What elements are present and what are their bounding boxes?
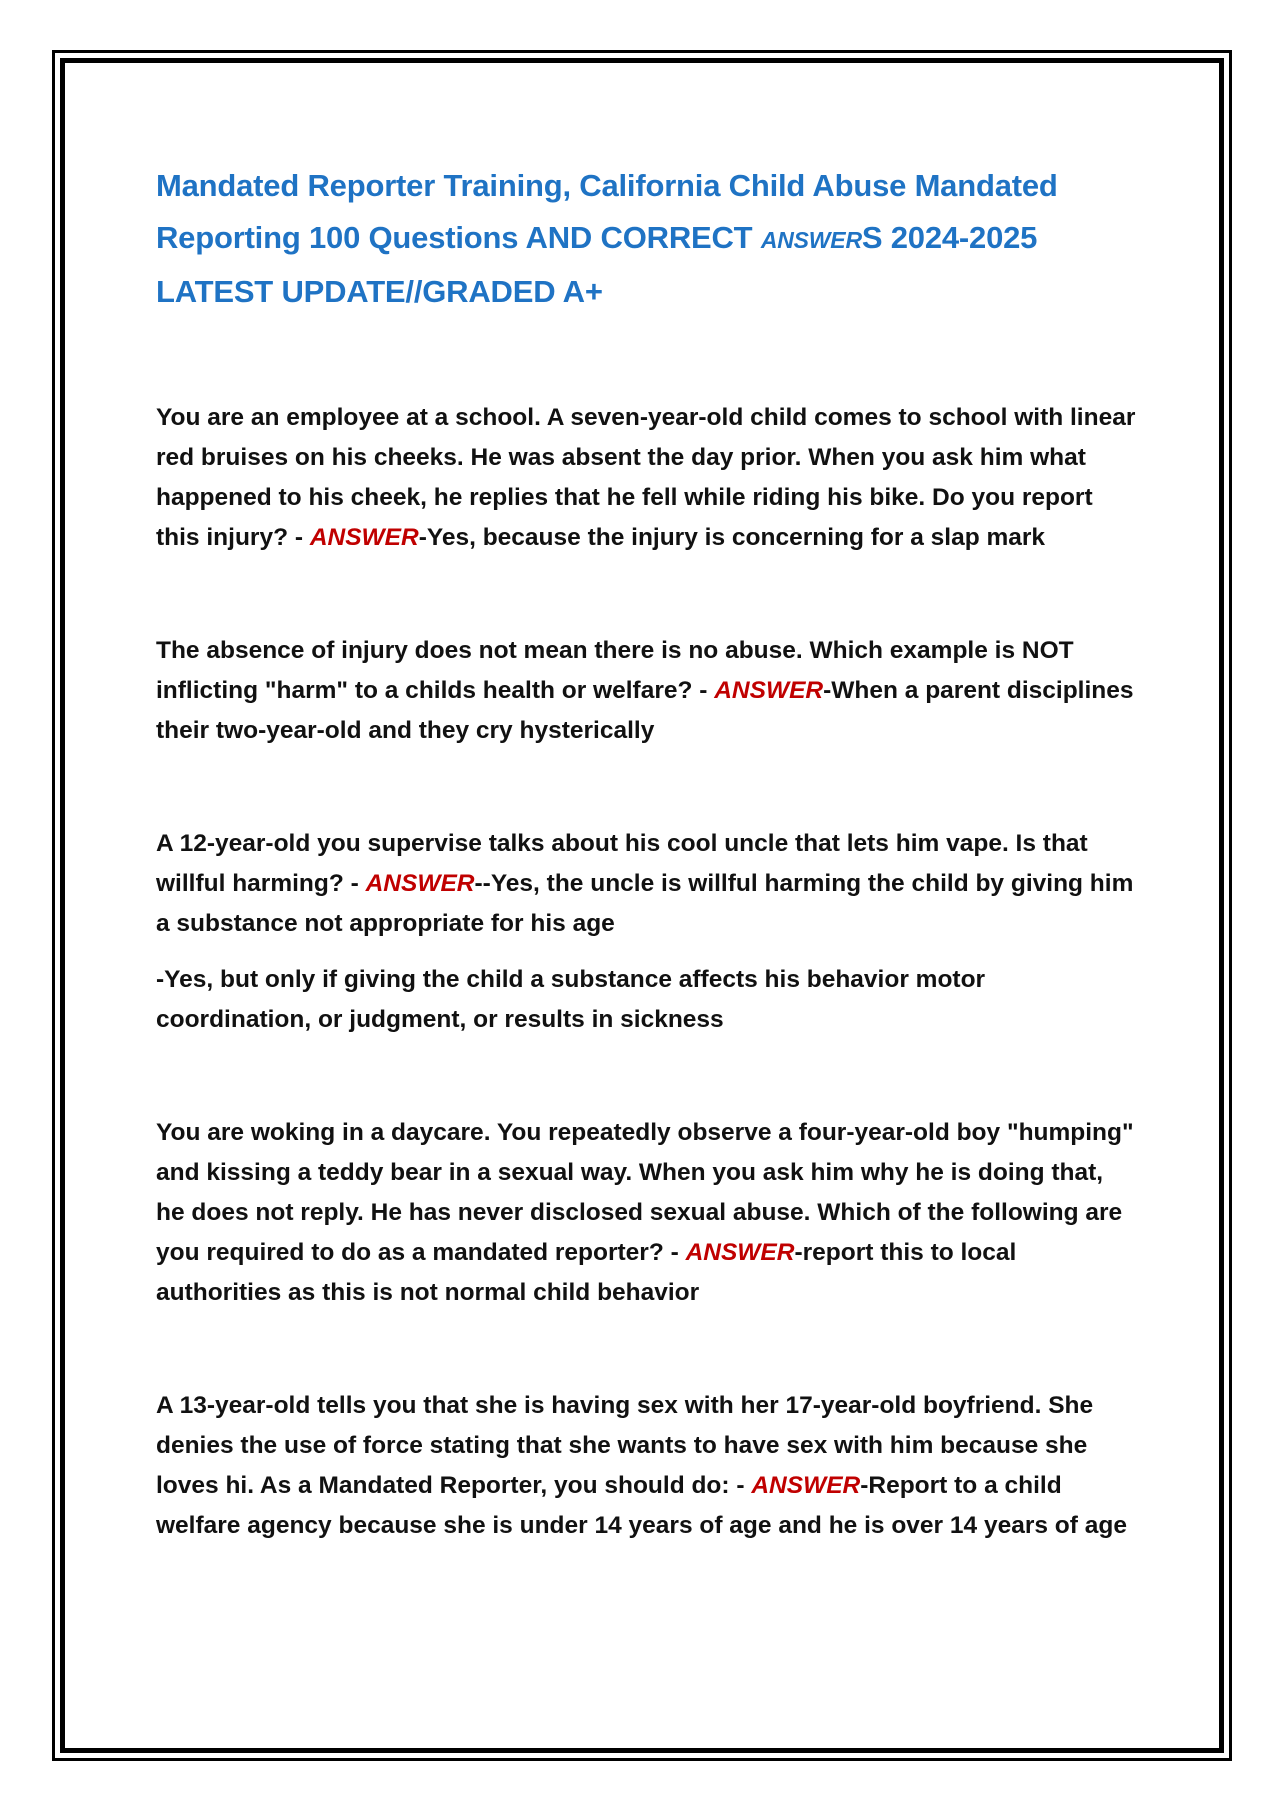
qa-item	[156, 824, 1136, 1040]
answer-label: ANSWER	[309, 524, 419, 551]
question-text: You are an employee at a school. A seven-year-old child comes to school with linear red bruises on his cheeks. He was absent the day prior. When you ask him what happened to his cheek, he replies that he fell while riding his bike. Do you report this injury? -	[156, 404, 1136, 551]
question-text: The absence of injury does not mean there is no abuse. Which example is NOT inflicting "harm" to a childs health or welfare? -	[156, 637, 1074, 704]
answer-label: ANSWER	[685, 1239, 795, 1266]
answer-text: -When a parent disciplines their two-year-old and they cry hysterically	[156, 677, 1134, 744]
document-content	[156, 160, 1136, 1546]
answer-label: ANSWER	[714, 677, 824, 704]
question-text: A 12-year-old you supervise talks about his cool uncle that lets him vape. Is that willful harming? -	[156, 830, 1088, 897]
title-answer-word: ANSWER	[760, 227, 862, 253]
qa-paragraph	[156, 824, 1136, 944]
answer-text: -Report to a child welfare agency because she is under 14 years of age and he is over 14 years of age	[156, 1472, 1127, 1539]
answer-followup: -Yes, but only if giving the child a substance affects his behavior motor coordination, or judgment, or results in sickness	[156, 966, 986, 1033]
question-text: A 13-year-old tells you that she is having sex with her 17-year-old boyfriend. She denies the use of force stating that she wants to have sex with him because she loves hi. As a Mandated Reporter, you should do: -	[156, 1392, 1094, 1499]
title-text-end: S 2024-2025 LATEST UPDATE//GRADED A+	[156, 220, 1038, 309]
qa-paragraph	[156, 1386, 1136, 1546]
qa-item	[156, 631, 1136, 751]
qa-paragraph	[156, 1113, 1136, 1313]
qa-paragraph	[156, 398, 1136, 558]
answer-text: -report this to local authorities as this is not normal child behavior	[156, 1239, 1017, 1306]
qa-item	[156, 1386, 1136, 1546]
answer-text: -Yes, because the injury is concerning for a slap mark	[418, 524, 1046, 551]
qa-item	[156, 398, 1136, 558]
answer-text: --Yes, the uncle is willful harming the child by giving him a substance not appropriate for his age	[156, 870, 1134, 937]
question-text: You are woking in a daycare. You repeatedly observe a four-year-old boy "humping" and kissing a teddy bear in a sexual way. When you ask him why he is doing that, he does not reply. He has never disclosed sexual abuse. Which of the following are you required to do as a mandated reporter? -	[156, 1119, 1134, 1266]
answer-label: ANSWER	[365, 870, 475, 897]
qa-paragraph	[156, 631, 1136, 751]
answer-label: ANSWER	[751, 1472, 861, 1499]
title-text-start: Mandated Reporter Training, California Child Abuse Mandated Reporting 100 Questions AND CORRECT	[156, 168, 1058, 255]
qa-item	[156, 1113, 1136, 1313]
document-title	[156, 160, 1136, 318]
